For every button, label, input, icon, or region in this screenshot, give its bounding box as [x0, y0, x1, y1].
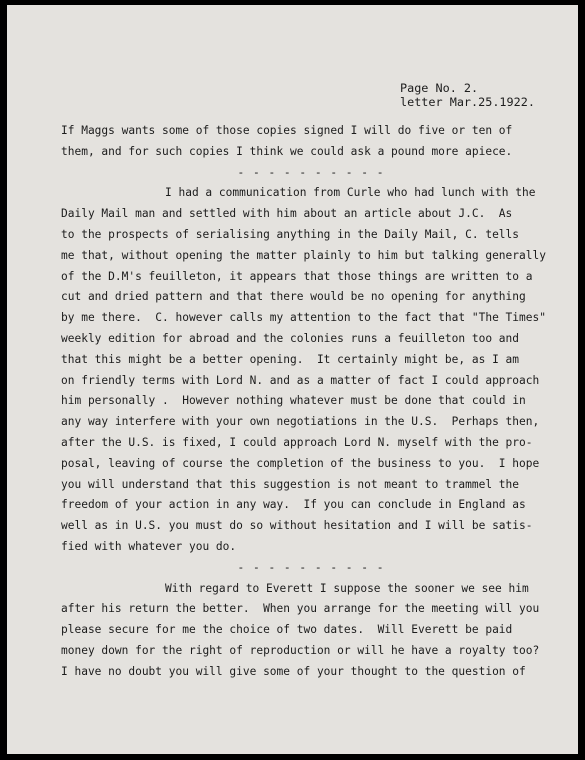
text-line: of the D.M's feuilleton, it appears that those things are written to a [61, 269, 533, 283]
text-line: well as in U.S. you must do so without hesitation and I will be satis- [61, 519, 533, 533]
text-line: me that, without opening the matter plainly to him but talking generally [61, 248, 546, 262]
text-line [61, 183, 561, 204]
text-line: cut and dried pattern and that there would be no opening for anything [61, 290, 526, 304]
text-line: after the U.S. is fixed, I could approach Lord N. myself with the pro- [61, 435, 533, 449]
section-divider: - - - - - - - - - - [237, 165, 385, 179]
text-line: by me there. C. however calls my attention to the fact that "The Times" [61, 311, 546, 325]
text-line: after his return the better. When you arrange for the meeting will you [61, 602, 540, 616]
text-line: fied with whatever you do. [61, 539, 237, 553]
text-line: that this might be a better opening. It certainly might be, as I am [61, 352, 520, 366]
text-line: please secure for me the choice of two dates. Will Everett be paid [61, 623, 513, 637]
text-line: you will understand that this suggestion is not meant to trammel the [61, 477, 520, 491]
text-line: on friendly terms with Lord N. and as a matter of fact I could approach [61, 373, 540, 387]
text-line: posal, leaving of course the completion of the business to you. I hope [61, 456, 540, 470]
text-line-content: With regard to Everett I suppose the sooner we see him [165, 581, 529, 595]
text-line: any way interfere with your own negotiations in the U.S. Perhaps then, [61, 415, 540, 429]
document-page [7, 5, 578, 754]
text-line: weekly edition for abroad and the colonies runs a feuilleton too and [61, 331, 520, 345]
text-line-content: I had a communication from Curle who had lunch with the [165, 186, 536, 200]
text-line: I have no doubt you will give some of your thought to the question of [61, 664, 526, 678]
text-line: Daily Mail man and settled with him about an article about J.C. As [61, 207, 513, 221]
page-number: Page No. 2. [400, 81, 479, 95]
text-line [61, 579, 561, 600]
text-line: money down for the right of reproduction or will he have a royalty too? [61, 643, 540, 657]
text-line: freedom of your action in any way. If you can conclude in England as [61, 498, 526, 512]
text-line: him personally . However nothing whatever must be done that could in [61, 394, 526, 408]
letter-date: letter Mar.25.1922. [400, 95, 535, 109]
letter-body [61, 121, 561, 683]
text-line: If Maggs wants some of those copies signed I will do five or ten of [61, 124, 513, 137]
text-line: them, and for such copies I think we could ask a pound more apiece. [61, 144, 513, 158]
section-divider: - - - - - - - - - - [237, 560, 385, 574]
text-line: to the prospects of serialising anything in the Daily Mail, C. tells [61, 227, 520, 241]
page-header [400, 81, 535, 109]
